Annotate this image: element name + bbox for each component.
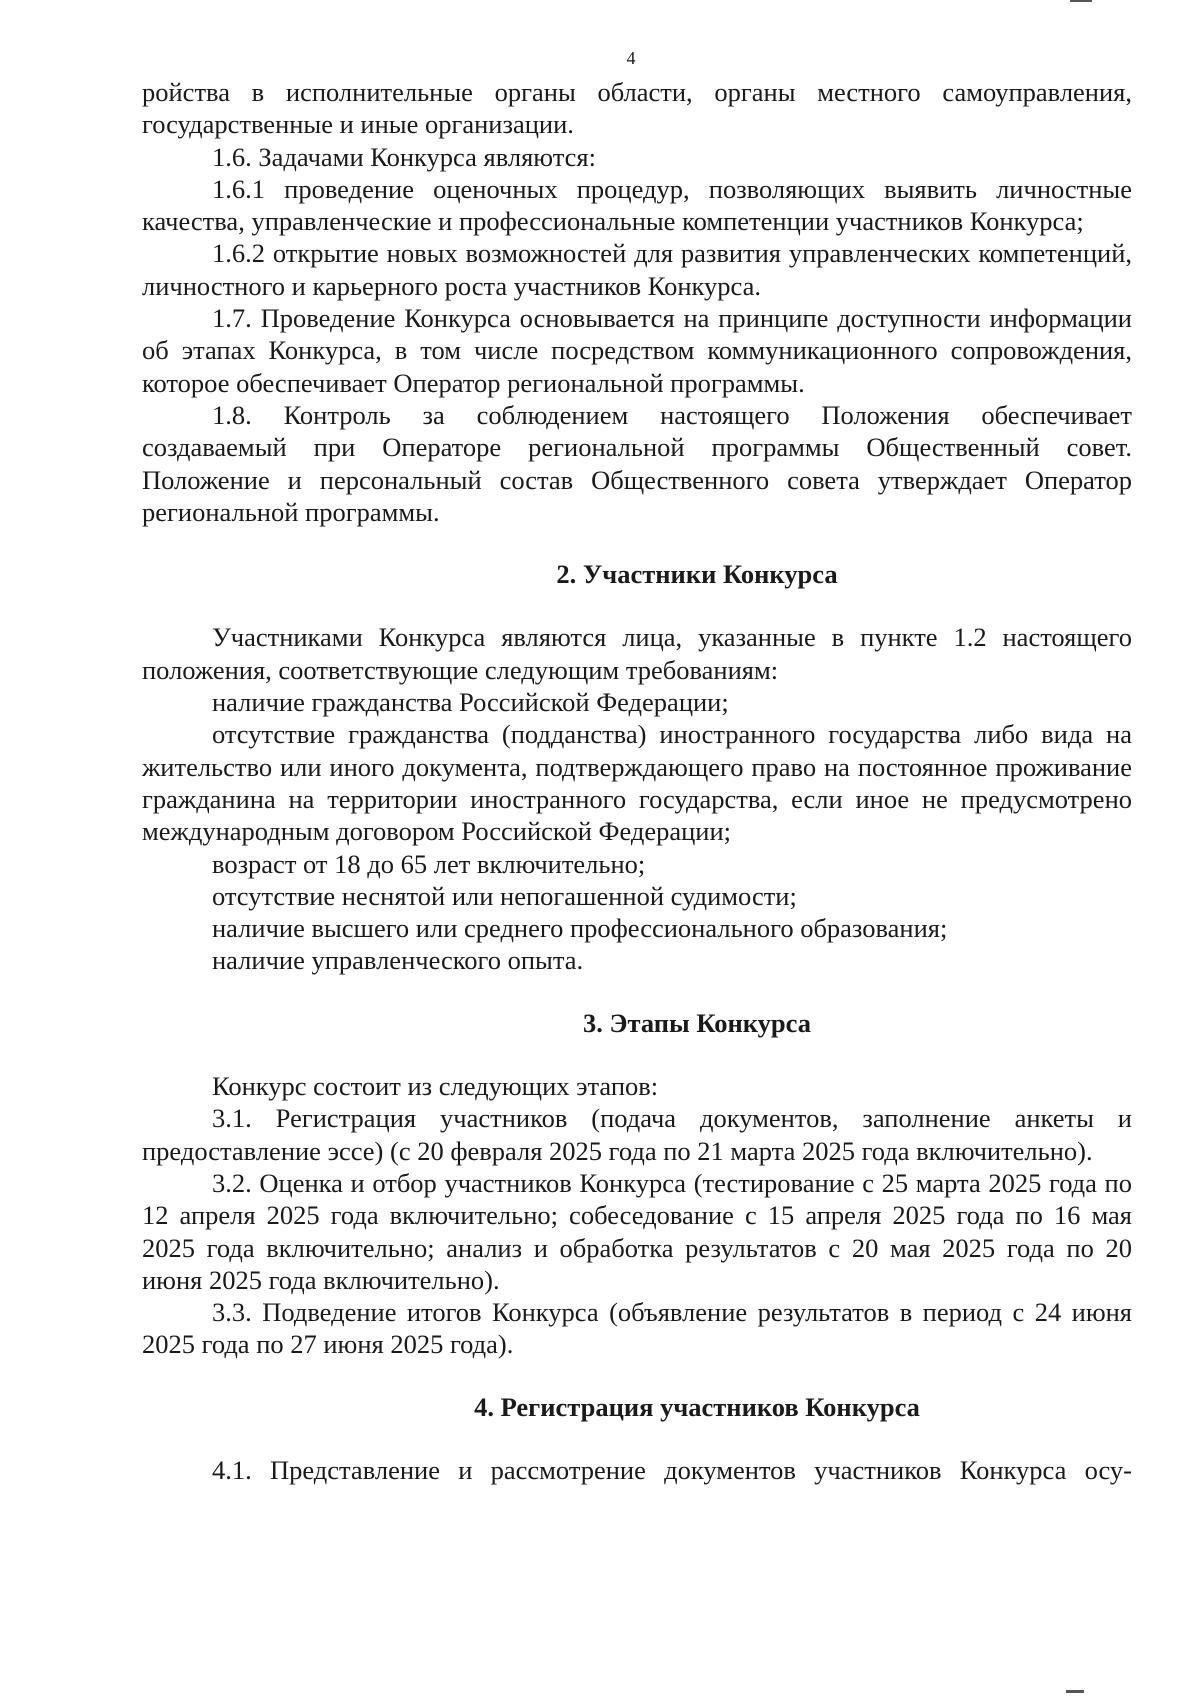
page-number: 4 (626, 48, 636, 68)
scan-mark-top-right (1070, 0, 1092, 2)
section-2-heading: 2. Участники Конкурса (556, 559, 838, 590)
requirement-no-foreign-citizenship: отсутствие гражданства (подданства) иностранного государства либо вида на жительство или иного документа, подтверждающего право на постоянное проживание гражданина на территории иностранного государства, если иное не предусмотрено международным договором Российской Федерации; (142, 719, 1132, 847)
requirement-citizenship: наличие гражданства Российской Федерации; (212, 687, 729, 718)
document-body (142, 76, 1132, 1486)
scan-mark-bottom-right (1066, 1690, 1084, 1693)
paragraph-4-1: 4.1. Представление и рассмотрение документов участников Конкурса осу- (212, 1454, 1132, 1485)
requirement-education: наличие высшего или среднего профессионального образования; (212, 913, 948, 944)
section-2-intro: Участниками Конкурса являются лица, указанные в пункте 1.2 настоящего положения, соответствующие следующим требованиям: (142, 622, 1132, 685)
section-3-intro: Конкурс состоит из следующих этапов: (212, 1071, 659, 1102)
paragraph-1-7: 1.7. Проведение Конкурса основывается на принципе доступности информации об этапах Конкурса, в том числе посредством коммуникационного сопровождения, которое обеспечивает Оператор региональной программы. (142, 303, 1132, 398)
paragraph-1-6: 1.6. Задачами Конкурса являются: (212, 141, 596, 172)
stage-3-3: 3.3. Подведение итогов Конкурса (объявление результатов в период с 24 июня 2025 года по 27 июня 2025 года). (142, 1297, 1132, 1360)
paragraph-1-6-2: 1.6.2 открытие новых возможностей для развития управленческих компетенций, личностного и карьерного роста участников Конкурса. (142, 238, 1132, 301)
paragraph-1-6-1: 1.6.1 проведение оценочных процедур, позволяющих выявить личностные качества, управленческие и профессиональные компетенции участников Конкурса; (142, 173, 1132, 237)
section-3-heading: 3. Этапы Конкурса (583, 1007, 811, 1038)
paragraph-continuation-line2: государственные и иные организации. (142, 109, 574, 140)
requirement-management-experience: наличие управленческого опыта. (212, 945, 584, 976)
requirement-age: возраст от 18 до 65 лет включительно; (212, 848, 646, 879)
stage-3-2: 3.2. Оценка и отбор участников Конкурса (тестирование с 25 марта 2025 года по 12 апреля 2025 года включительно; собеседование с 15 апреля 2025 года по 16 мая 2025 года включительно; анализ и обработка результатов с 20 мая 2025 года по 20 июня 2025 года включительно). (142, 1167, 1132, 1295)
requirement-no-conviction: отсутствие неснятой или непогашенной судимости; (212, 880, 797, 911)
paragraph-1-8: 1.8. Контроль за соблюдением настоящего Положения обеспечивает создаваемый при Операторе региональной программы Общественный совет. Положение и персональный состав Общественного совета утверждает Оператор региональной программы. (142, 399, 1132, 527)
stage-3-1: 3.1. Регистрация участников (подача документов, заполнение анкеты и предоставление эссе) (с 20 февраля 2025 года по 21 марта 2025 года включительно). (142, 1103, 1132, 1166)
paragraph-continuation-line1: ройства в исполнительные органы области, органы местного самоуправления, (142, 77, 1132, 107)
section-4-heading: 4. Регистрация участников Конкурса (474, 1391, 920, 1422)
